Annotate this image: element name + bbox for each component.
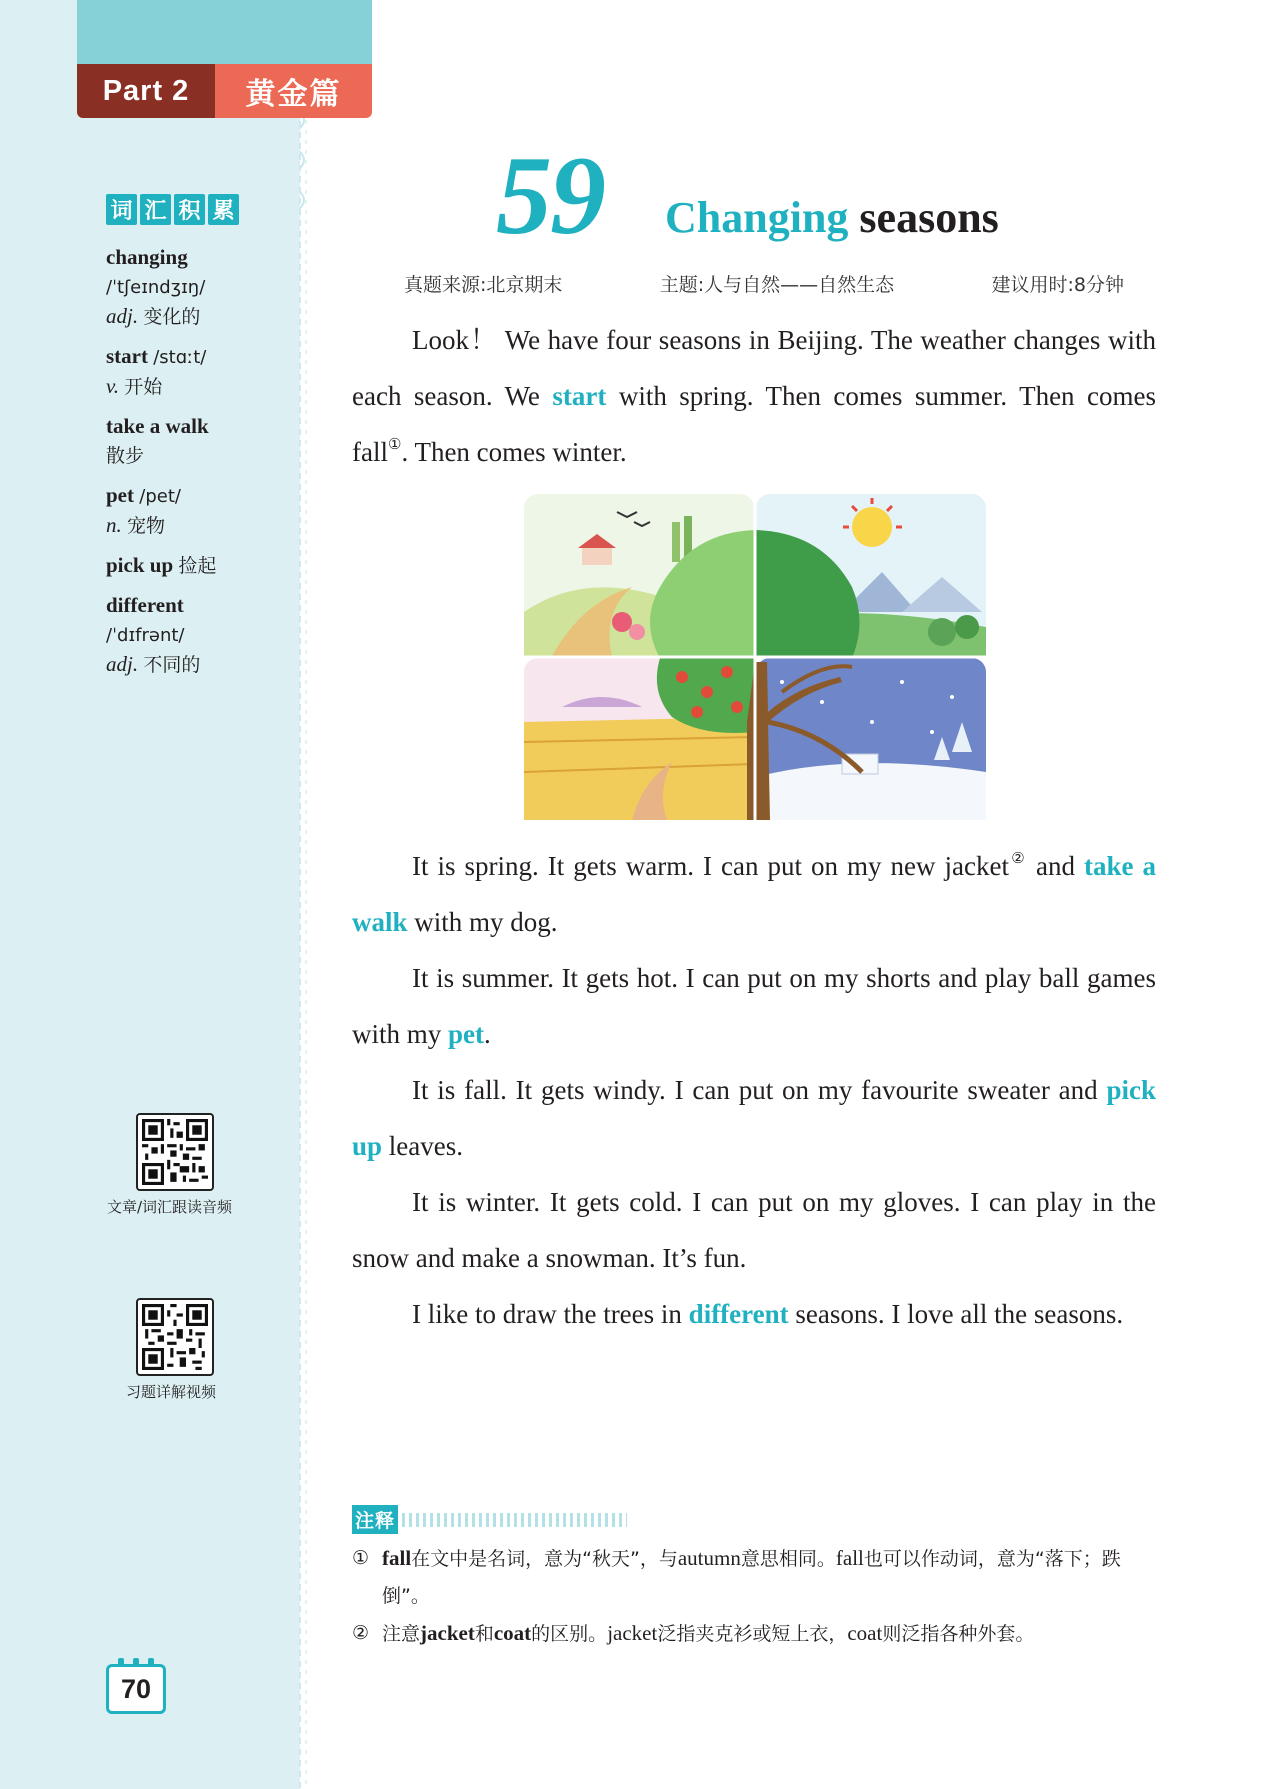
vocab-pos: adj. — [106, 652, 139, 676]
qr-code-audio[interactable] — [136, 1113, 214, 1191]
text: fall — [835, 1546, 864, 1570]
text: It is fall. It gets windy. I can put on my favourite sweater and — [412, 1075, 1107, 1105]
page-number: 70 — [106, 1664, 166, 1714]
keyword: start — [552, 381, 607, 411]
notes-heading-label: 注释 — [352, 1505, 398, 1534]
vocab-phonetic: /ˈdɪfrənt/ — [106, 625, 185, 646]
text: and — [1026, 851, 1084, 881]
keyword: different — [688, 1299, 789, 1329]
text: 则泛指各种外套。 — [882, 1623, 1035, 1645]
vocab-heading-char: 汇 — [140, 194, 171, 225]
vocab-item — [106, 243, 286, 332]
vocab-pos: v. — [106, 374, 120, 398]
text: It is summer. It gets hot. I can put on my shorts and play ball games with my — [352, 963, 1156, 1049]
lesson-number: 59 — [496, 134, 604, 258]
vocab-phonetic: /stɑːt/ — [153, 347, 207, 368]
vocab-heading-char: 积 — [174, 194, 205, 225]
text: 也可以作动词，意为“落下；跌倒”。 — [382, 1548, 1121, 1607]
sidebar-wavy-edge — [292, 110, 322, 1789]
footnote-marker: ② — [1009, 851, 1027, 867]
note-term: jacket — [420, 1621, 475, 1645]
note-number: ② — [352, 1622, 370, 1644]
vocab-meaning: 宠物 — [127, 515, 166, 537]
text: Look！ We have four seasons in Beijing. The weather changes with each season. We — [352, 325, 1156, 411]
note-item — [352, 1540, 1162, 1615]
vocab-item — [106, 342, 286, 402]
note-number: ① — [352, 1547, 370, 1569]
text: . — [484, 1019, 491, 1049]
note-term: coat — [493, 1621, 532, 1645]
vocab-word: pick up — [106, 553, 174, 577]
part-label: Part 2 — [77, 64, 215, 118]
vocab-meaning: 捡起 — [178, 555, 217, 577]
keyword: pet — [448, 1019, 485, 1049]
vocab-word: start — [106, 344, 148, 368]
text: 在文中是名词，意为“秋天”，与 — [411, 1548, 678, 1570]
vocab-word: changing — [106, 245, 188, 269]
paragraph — [352, 950, 1156, 1062]
text: 意思相同。 — [740, 1548, 836, 1570]
text: I like to draw the trees in — [412, 1299, 689, 1329]
vocab-item — [106, 591, 286, 680]
vocab-list — [106, 243, 286, 690]
text: 的区别。 — [531, 1623, 608, 1645]
text: with my dog. — [407, 907, 558, 937]
paragraph — [352, 1062, 1156, 1174]
vocab-word: take a walk — [106, 414, 209, 438]
passage-body — [352, 838, 1156, 1342]
vocab-heading-char: 词 — [106, 194, 137, 225]
qr-caption-audio: 文章/词汇跟读音频 — [107, 1198, 233, 1216]
notes-heading-decoration — [402, 1513, 627, 1527]
text: seasons. I love all the seasons. — [788, 1299, 1124, 1329]
vocab-meaning: 开始 — [124, 376, 163, 398]
paragraph — [352, 838, 1156, 950]
note-item — [352, 1615, 1162, 1653]
qr-caption-video: 习题详解视频 — [126, 1383, 217, 1401]
qr-pattern-icon — [142, 1304, 208, 1370]
text: leaves. — [382, 1131, 464, 1161]
vocab-heading-char: 累 — [208, 194, 239, 225]
keyword: pick up — [352, 1075, 1156, 1161]
text: . Then comes winter. — [401, 437, 627, 467]
vocab-pos: adj. — [106, 304, 139, 328]
note-text — [382, 1540, 1162, 1615]
meta-theme: 主题:人与自然——自然生态 — [659, 274, 895, 296]
note-text — [382, 1615, 1034, 1653]
lesson-title — [665, 193, 999, 242]
passage-intro — [352, 312, 1156, 480]
vocab-item — [106, 551, 286, 581]
lesson-title-highlight: Changing — [665, 193, 849, 242]
paragraph — [352, 312, 1156, 480]
footnote-marker: ① — [387, 437, 402, 453]
meta-time: 建议用时:8分钟 — [991, 274, 1124, 296]
vocab-meaning: 散步 — [106, 445, 145, 467]
text: 注意 — [382, 1623, 421, 1645]
vocab-phonetic: /pet/ — [139, 486, 181, 507]
qr-code-video[interactable] — [136, 1298, 214, 1376]
paragraph: It is winter. It gets cold. I can put on my gloves. I can play in the snow and make a snowman. It’s fun. — [352, 1187, 1156, 1273]
meta-source: 真题来源:北京期末 — [404, 274, 563, 296]
four-seasons-tree-illustration — [522, 492, 988, 822]
vocab-word: pet — [106, 483, 134, 507]
text: coat — [847, 1621, 883, 1645]
vocab-heading — [106, 194, 239, 225]
notes-heading — [352, 1505, 627, 1534]
notes — [352, 1540, 1162, 1653]
vocab-meaning: 不同的 — [143, 654, 201, 676]
text: 和 — [474, 1623, 494, 1645]
text: autumn — [677, 1546, 741, 1570]
paragraph — [352, 1286, 1156, 1342]
keyword: take a walk — [352, 851, 1157, 937]
vocab-word: different — [106, 593, 184, 617]
vocab-pos: n. — [106, 513, 122, 537]
text: with spring. Then comes summer. Then comes fall — [352, 381, 1156, 467]
header-band — [77, 0, 372, 64]
part-name: 黄金篇 — [215, 64, 372, 118]
lesson-title-rest: seasons — [859, 193, 999, 242]
text: It is spring. It gets warm. I can put on my new jacket — [412, 851, 1009, 881]
part-tab — [77, 64, 372, 118]
vocab-phonetic: /ˈtʃeɪndʒɪŋ/ — [106, 277, 206, 298]
qr-pattern-icon — [142, 1119, 208, 1185]
lesson-meta — [404, 270, 1124, 297]
vocab-meaning: 变化的 — [143, 306, 201, 328]
text: jacket — [607, 1621, 658, 1645]
text: 泛指夹克衫或短上衣， — [657, 1623, 848, 1645]
vocab-item — [106, 481, 286, 541]
vocab-item — [106, 412, 286, 471]
note-term: fall — [382, 1546, 412, 1570]
